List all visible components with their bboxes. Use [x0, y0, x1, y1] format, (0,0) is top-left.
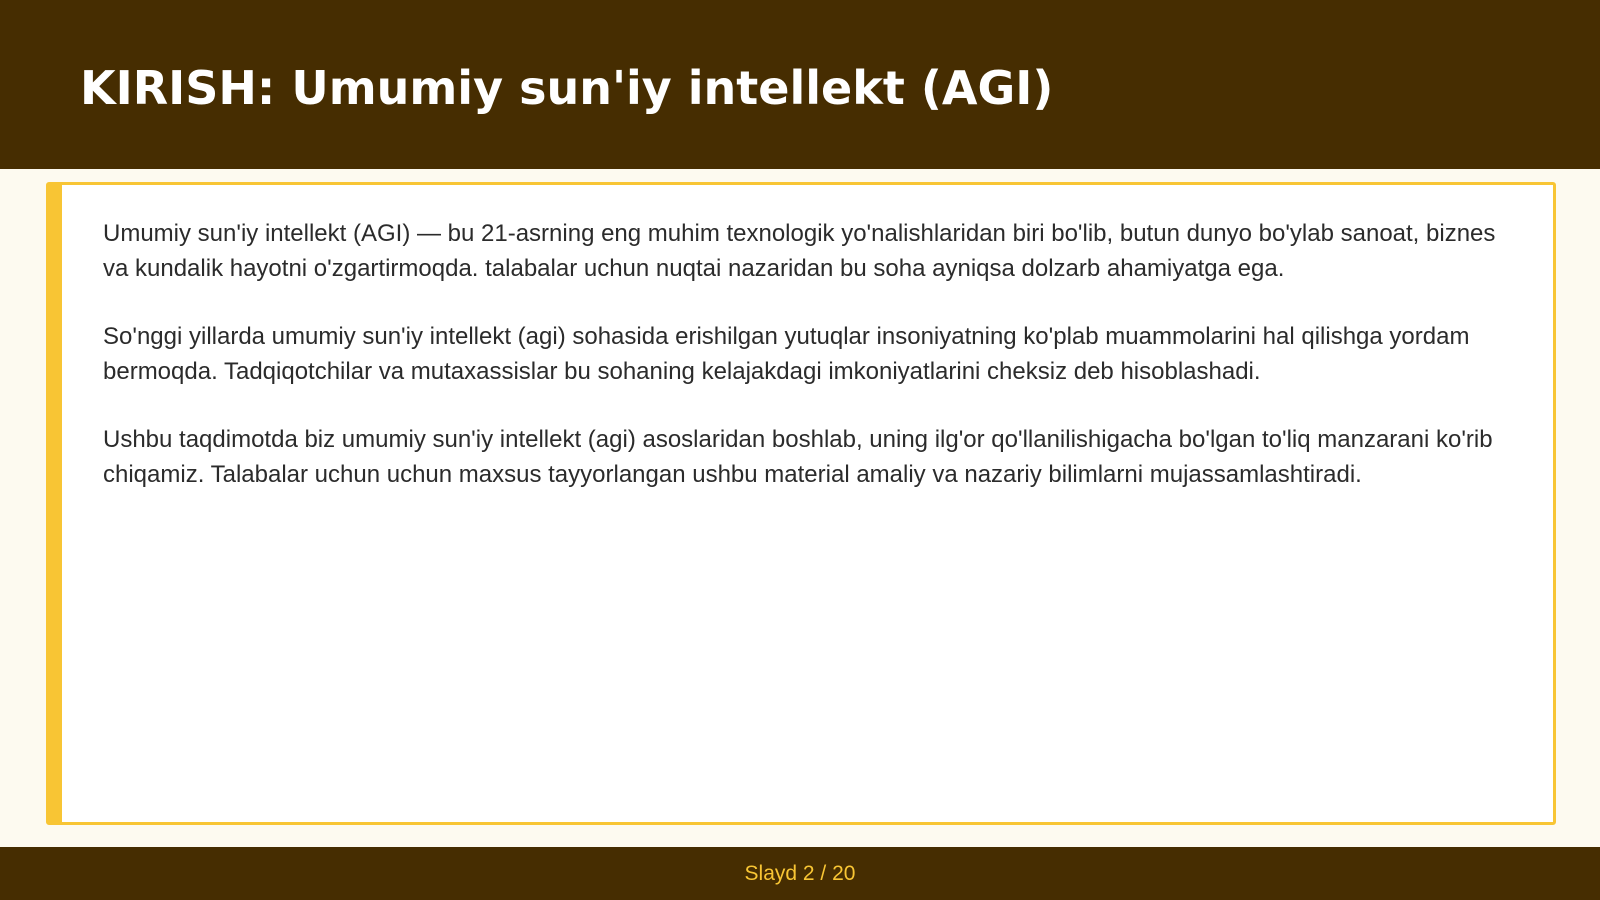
slide-header — [0, 0, 1600, 169]
content-text — [103, 217, 1513, 526]
slide-footer — [0, 847, 1600, 900]
content-card — [46, 182, 1556, 825]
slide-title: KIRISH: Umumiy sun'iy intellekt (AGI) — [80, 61, 1054, 115]
overview-paragraph: Ushbu taqdimotda biz umumiy sun'iy intellekt (agi) asoslaridan boshlab, uning ilg'or qo'llanilishigacha bo'lgan to'liq manzarani ko'rib chiqamiz. Talabalar uchun uchun maxsus tayyorlangan ushbu material amaliy va nazariy bilimlarni mujassamlashtiradi. — [103, 426, 1493, 488]
intro-paragraph: Umumiy sun'iy intellekt (AGI) — bu 21-asrning eng muhim texnologik yo'nalishlaridan biri bo'lib, butun dunyo bo'ylab sanoat, biznes va kundalik hayotni o'zgartirmoqda. talabalar uchun nuqtai nazaridan bu soha ayniqsa dolzarb ahamiyatga ega. — [103, 220, 1496, 282]
slide-counter: Slayd 2 / 20 — [744, 862, 856, 885]
progress-paragraph: So'nggi yillarda umumiy sun'iy intellekt (agi) sohasida erishilgan yutuqlar insoniyatning ko'plab muammolarini hal qilishga yordam bermoqda. Tadqiqotchilar va mutaxassislar bu sohaning kelajakdagi imkoniyatlarini cheksiz deb hisoblashadi. — [103, 323, 1470, 385]
